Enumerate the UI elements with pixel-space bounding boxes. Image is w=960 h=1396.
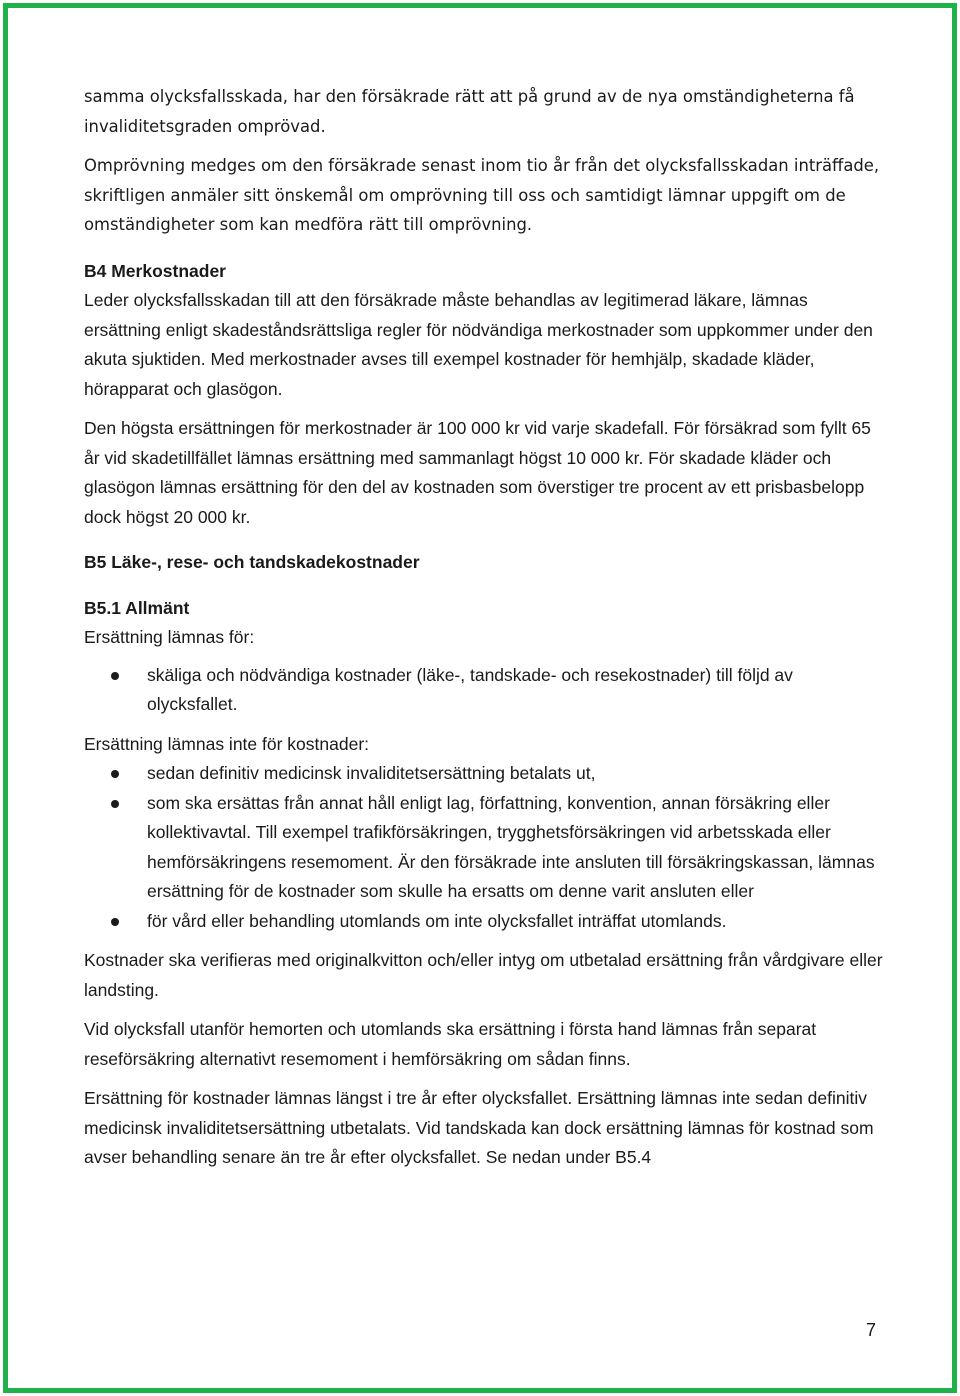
heading-b5-1: B5.1 Allmänt (84, 597, 190, 618)
label-not-covered: Ersättning lämnas inte för kostnader: (84, 733, 370, 754)
list-item: skäliga och nödvändiga kostnader (läke-, tandskade- och resekostnader) till följd av olycksfallet. (84, 661, 884, 720)
bullet-icon (111, 800, 119, 808)
bullet-icon (111, 918, 119, 926)
list-item: som ska ersättas från annat håll enligt lag, författning, konvention, annan försäkring eller kollektivavtal. Till exempel trafikförsäkringen, trygghetsförsäkringen vid arbetsskada eller hemförsäkringens resemoment. Är den försäkrade inte ansluten till försäkringskassan, lämnas ersättning för de kostnader som skulle ha ersatts om denne varit ansluten eller (84, 789, 884, 907)
document-body (84, 82, 884, 1173)
label-covered: Ersättning lämnas för: (84, 627, 255, 647)
bullet-icon (111, 672, 119, 680)
bullet-icon (111, 770, 119, 778)
heading-b5: B5 Läke-, rese- och tandskadekostnader (84, 552, 420, 572)
list-covered (84, 661, 884, 720)
list-item: sedan definitiv medicinsk invaliditetsersättning betalats ut, (84, 759, 884, 789)
list-item: för vård eller behandling utomlands om inte olycksfallet inträffat utomlands. (84, 907, 884, 937)
paragraph-time-limit: Ersättning för kostnader lämnas längst i tre år efter olycksfallet. Ersättning lämnas inte sedan definitiv medicinsk invaliditetsersättning utbetalats. Vid tandskada kan dock ersättning lämnas för kostnad som avser behandling senare än tre år efter olycksfallet. Se nedan under B5.4 (84, 1088, 874, 1167)
paragraph-b4-extra-costs: Leder olycksfallsskadan till att den försäkrade måste behandlas av legitimerad läkare, lämnas ersättning enligt skadeståndsrättsliga regler för nödvändiga merkostnader som uppkommer under den akuta sjuktiden. Med merkostnader avses till exempel kostnader för hemhjälp, skadade kläder, hörapparat och glasögon. (84, 290, 873, 399)
paragraph-travel-insurance: Vid olycksfall utanför hemorten och utomlands ska ersättning i första hand lämnas från separat reseförsäkring alternativt resemoment i hemförsäkring om sådan finns. (84, 1019, 817, 1069)
heading-b4: B4 Merkostnader (84, 260, 226, 281)
paragraph-b4-max-compensation: Den högsta ersättningen för merkostnader är 100 000 kr vid varje skadefall. För försäkrad som fyllt 65 år vid skadetillfället lämnas ersättning med sammanlagt högst 10 000 kr. För skadade kläder och glasögon lämnas ersättning för den del av kostnaden som överstiger tre procent av ett prisbasbelopp dock högst 20 000 kr. (84, 418, 871, 527)
paragraph-reassessment-deadline: Omprövning medges om den försäkrade senast inom tio år från det olycksfallsskadan inträffade, skriftligen anmäler sitt önskemål om omprövning till oss och samtidigt lämnar uppgift om de omständigheter som kan medföra rätt till omprövning. (84, 156, 880, 234)
list-not-covered (84, 759, 884, 936)
paragraph-reassessment-right: samma olycksfallsskada, har den försäkrade rätt att på grund av de nya omständigheterna få invaliditetsgraden omprövad. (84, 87, 855, 136)
paragraph-verification: Kostnader ska verifieras med originalkvitton och/eller intyg om utbetalad ersättning från vårdgivare eller landsting. (84, 950, 883, 1000)
page-number: 7 (865, 1320, 876, 1340)
